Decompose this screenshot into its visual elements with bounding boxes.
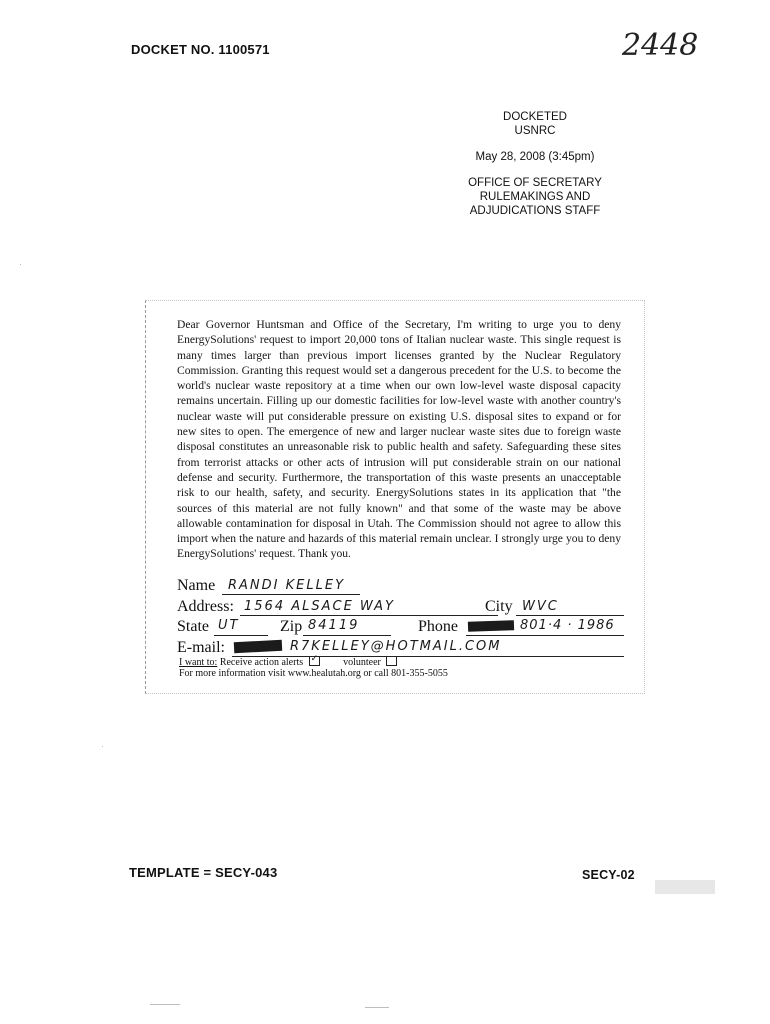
alerts-checkbox[interactable] xyxy=(309,653,320,666)
name-label: Name xyxy=(177,577,216,594)
scan-speck xyxy=(20,264,21,265)
phone-underline xyxy=(466,635,624,636)
stamp-date: May 28, 2008 (3:45pm) xyxy=(475,151,595,163)
volunteer-checkbox[interactable] xyxy=(386,656,397,666)
address-value: 1564 ALSACE WAY xyxy=(244,599,395,614)
stamp-office-line3: ADJUDICATIONS STAFF xyxy=(469,205,601,217)
phone-value: 801·4 · 1986 xyxy=(520,618,615,633)
state-label: State xyxy=(177,618,209,635)
stamp-docketed: DOCKETED xyxy=(503,111,567,123)
city-label: City xyxy=(485,598,513,615)
want-label: I want to: xyxy=(179,657,218,668)
email-label: E-mail: xyxy=(177,639,225,656)
zip-value: 84119 xyxy=(308,618,360,633)
city-value: WVC xyxy=(522,599,559,614)
scan-speck xyxy=(150,1004,180,1005)
scan-speck xyxy=(655,880,715,894)
stamp-office-line1: OFFICE OF SECRETARY xyxy=(468,177,602,189)
email-row xyxy=(177,639,225,657)
check-mark-icon: ✓ xyxy=(310,653,319,663)
stamp-office-line2: RULEMAKINGS AND xyxy=(479,191,591,203)
letter-body: Dear Governor Huntsman and Office of the Secretary, I'm writing to urge you to deny EnergySolutions' request to import 20,000 tons of Italian nuclear waste. This single request is many times larger than previous import licenses granted by the Nuclear Regulatory Commission. Granting this request would set a dangerous precedent for the U.S. to become the world's nuclear waste repository at a time when our own low-level waste disposal capacity remains uncertain. Filling up our domestic facilities for low-level waste with another country's nuclear waste will put considerable pressure on existing U.S. disposal sites to expand or for new sites to open. The emergence of new and larger nuclear waste sites due to foreign waste disposal constitutes an unreasonable risk to public health and safety. Safeguarding these sites from terrorist attacks or other acts of intrusion will put considerable strain on our national defense and security. Furthermore, the transportation of this waste presents an unacceptable risk to our health, safety, and security. EnergySolutions states in its application that "the sources of this material are not fully known" and that some of the waste may be above allowable contamination for disposal in Utah. The Commission should not agree to allow this import when the nature and hazards of this material remain unclear. I strongly urge you to deny EnergySolutions' request. Thank you. xyxy=(177,318,621,561)
alerts-label: Receive action alerts xyxy=(219,657,304,668)
email-value: R7KELLEY@HOTMAIL.COM xyxy=(290,639,502,654)
state-value: UT xyxy=(218,618,240,633)
template-label: TEMPLATE = SECY-043 xyxy=(129,865,278,880)
phone-redaction xyxy=(468,620,514,632)
state-underline xyxy=(214,635,268,636)
address-label: Address: xyxy=(177,598,234,615)
secy-code: SECY-02 xyxy=(582,868,635,882)
scan-speck xyxy=(365,1007,389,1008)
more-info-line: For more information visit www.healutah.org or call 801-355-5055 xyxy=(179,668,448,679)
address-underline xyxy=(240,615,498,616)
name-value: RANDI KELLEY xyxy=(228,578,346,593)
handwritten-doc-number: 2448 xyxy=(622,28,699,63)
zip-label: Zip xyxy=(280,618,303,635)
state-row xyxy=(177,618,209,636)
docket-number: DOCKET NO. 1100571 xyxy=(131,42,270,57)
stamp-usnrc: USNRC xyxy=(514,125,556,137)
phone-label: Phone xyxy=(418,618,458,635)
name-underline xyxy=(222,594,360,595)
name-row xyxy=(177,577,215,595)
zip-underline xyxy=(303,635,391,636)
volunteer-label: volunteer xyxy=(343,657,381,668)
docketed-stamp xyxy=(440,110,630,218)
city-underline xyxy=(516,615,624,616)
scan-speck xyxy=(102,746,103,747)
address-row xyxy=(177,598,234,616)
